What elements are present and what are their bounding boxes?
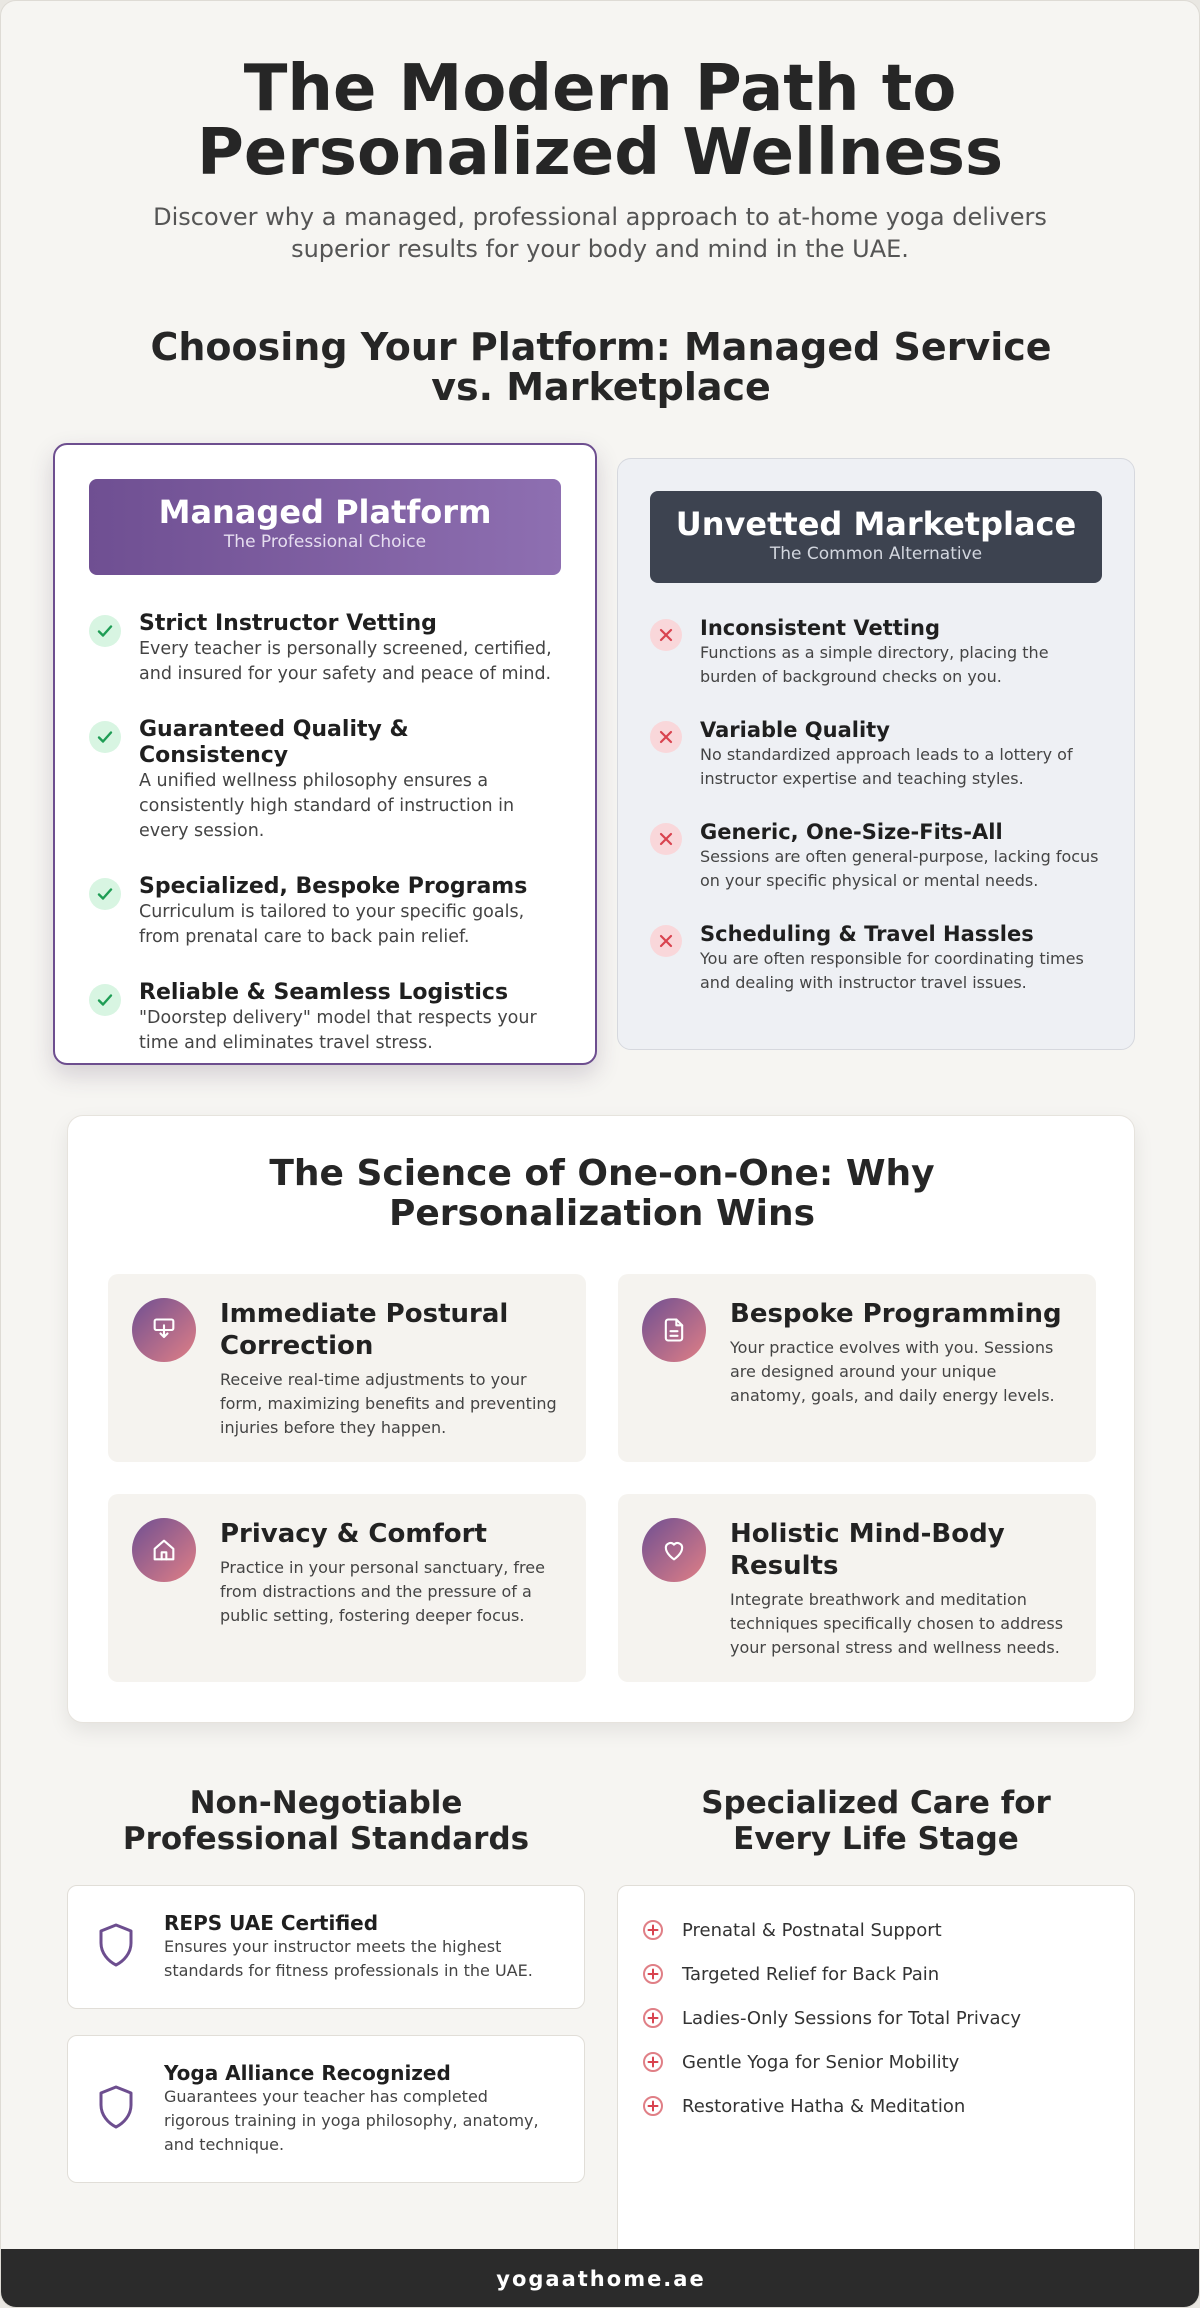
managed-platform-card	[53, 443, 597, 1065]
check-icon	[89, 615, 121, 647]
managed-feature-desc: "Doorstep delivery" model that respects your time and eliminates travel stress.	[139, 1008, 537, 1053]
science-section	[67, 1115, 1135, 1723]
page-title: The Modern Path to Personalized Wellness	[196, 52, 1004, 190]
standard-title: REPS UAE Certified	[164, 1911, 379, 1935]
check-icon	[89, 984, 121, 1016]
marketplace-feature	[650, 921, 1102, 995]
list-item	[642, 1952, 1110, 1996]
list-item	[642, 2040, 1110, 2084]
list-item	[642, 1908, 1110, 1952]
shield-icon	[96, 1922, 136, 1972]
managed-feature-title: Guaranteed Quality & Consistency	[139, 717, 409, 768]
science-tile-title: Privacy & Comfort	[220, 1519, 487, 1549]
lifestage-title: Specialized Care for Every Life Stage	[701, 1785, 1051, 1857]
marketplace-feature-title: Inconsistent Vetting	[700, 616, 940, 640]
list-item	[642, 2084, 1110, 2128]
managed-feature-title: Reliable & Seamless Logistics	[139, 980, 509, 1005]
marketplace-feature	[650, 819, 1102, 893]
footer-site-link[interactable]: yogaathome.ae	[496, 2267, 706, 2291]
lifestage-item-label: Gentle Yoga for Senior Mobility	[682, 2051, 960, 2073]
marketplace-feature	[650, 717, 1102, 791]
managed-feature-desc: A unified wellness philosophy ensures a consistently high standard of instruction in every session.	[139, 771, 515, 841]
x-icon	[650, 925, 682, 957]
science-tile-title: Bespoke Programming	[730, 1299, 1062, 1329]
footer	[1, 2249, 1200, 2308]
managed-feature	[89, 874, 561, 950]
managed-feature	[89, 611, 561, 687]
managed-platform-banner	[89, 479, 561, 575]
science-tile	[618, 1274, 1096, 1462]
managed-platform-subtitle: The Professional Choice	[223, 532, 427, 552]
science-title: The Science of One-on-One: Why Personalization Wins	[269, 1153, 935, 1234]
science-tile-desc: Your practice evolves with you. Sessions are designed around your unique anatomy, goals, and daily energy levels.	[730, 1338, 1055, 1405]
standard-title: Yoga Alliance Recognized	[164, 2061, 451, 2085]
marketplace-feature-title: Generic, One-Size-Fits-All	[700, 820, 1003, 844]
plus-circle-icon	[642, 1963, 664, 1985]
check-icon	[89, 878, 121, 910]
marketplace-feature	[650, 615, 1102, 689]
plus-circle-icon	[642, 2007, 664, 2029]
managed-feature-title: Strict Instructor Vetting	[139, 611, 437, 636]
plus-circle-icon	[642, 2051, 664, 2073]
managed-feature-desc: Curriculum is tailored to your specific goals, from prenatal care to back pain relief.	[139, 902, 525, 947]
science-tile-desc: Integrate breathwork and meditation techniques specifically chosen to address your personal stress and wellness needs.	[730, 1590, 1064, 1657]
comparison-title: Choosing Your Platform: Managed Service vs. Marketplace	[150, 325, 1052, 409]
standard-card	[67, 1885, 585, 2009]
x-icon	[650, 721, 682, 753]
lifestage-item-label: Ladies-Only Sessions for Total Privacy	[682, 2007, 1022, 2029]
managed-feature-title: Specialized, Bespoke Programs	[139, 874, 528, 899]
list-item	[642, 1996, 1110, 2040]
x-icon	[650, 823, 682, 855]
managed-feature	[89, 717, 561, 844]
home-icon	[132, 1518, 196, 1582]
marketplace-feature-desc: You are often responsible for coordinating times and dealing with instructor travel issues.	[700, 949, 1084, 992]
managed-platform-title: Managed Platform	[158, 493, 492, 531]
science-tile-desc: Receive real-time adjustments to your form, maximizing benefits and preventing injuries before they happen.	[220, 1370, 557, 1437]
lifestage-item-label: Prenatal & Postnatal Support	[682, 1919, 942, 1941]
marketplace-feature-title: Variable Quality	[700, 718, 890, 742]
standards-title: Non-Negotiable Professional Standards	[122, 1785, 530, 1857]
marketplace-feature-desc: Sessions are often general-purpose, lacking focus on your specific physical or mental needs.	[700, 847, 1099, 890]
managed-feature	[89, 980, 561, 1056]
standard-desc: Guarantees your teacher has completed rigorous training in yoga philosophy, anatomy, and technique.	[164, 2087, 539, 2154]
touch-hand-icon	[132, 1298, 196, 1362]
science-tile-title: Holistic Mind-Body Results	[730, 1519, 1005, 1581]
shield-icon	[96, 2084, 136, 2134]
marketplace-title: Unvetted Marketplace	[675, 505, 1077, 543]
lifestage-item-label: Targeted Relief for Back Pain	[682, 1963, 940, 1985]
marketplace-feature-desc: Functions as a simple directory, placing the burden of background checks on you.	[700, 643, 1049, 686]
marketplace-card	[617, 458, 1135, 1050]
standard-desc: Ensures your instructor meets the highest standards for fitness professionals in the UAE.	[164, 1937, 533, 1980]
hero	[1, 1, 1199, 265]
check-icon	[89, 721, 121, 753]
plus-circle-icon	[642, 1919, 664, 1941]
science-tile-title: Immediate Postural Correction	[220, 1299, 509, 1361]
marketplace-banner	[650, 491, 1102, 583]
heart-icon	[642, 1518, 706, 1582]
marketplace-feature-desc: No standardized approach leads to a lottery of instructor expertise and teaching styles.	[700, 745, 1073, 788]
document-icon	[642, 1298, 706, 1362]
science-tile	[108, 1274, 586, 1462]
science-tile	[618, 1494, 1096, 1682]
managed-feature-desc: Every teacher is personally screened, certified, and insured for your safety and peace of mind.	[139, 639, 552, 684]
lifestage-item-label: Restorative Hatha & Meditation	[682, 2095, 966, 2117]
lifestage-list	[617, 1885, 1135, 2279]
plus-circle-icon	[642, 2095, 664, 2117]
science-tile-desc: Practice in your personal sanctuary, free from distractions and the pressure of a public setting, fostering deeper focus.	[220, 1558, 545, 1625]
page-subtitle: Discover why a managed, professional approach to at-home yoga delivers superior results for your body and mind in the UAE.	[153, 203, 1047, 263]
standard-card	[67, 2035, 585, 2183]
marketplace-subtitle: The Common Alternative	[769, 544, 983, 564]
x-icon	[650, 619, 682, 651]
science-tile	[108, 1494, 586, 1682]
marketplace-feature-title: Scheduling & Travel Hassles	[700, 922, 1034, 946]
